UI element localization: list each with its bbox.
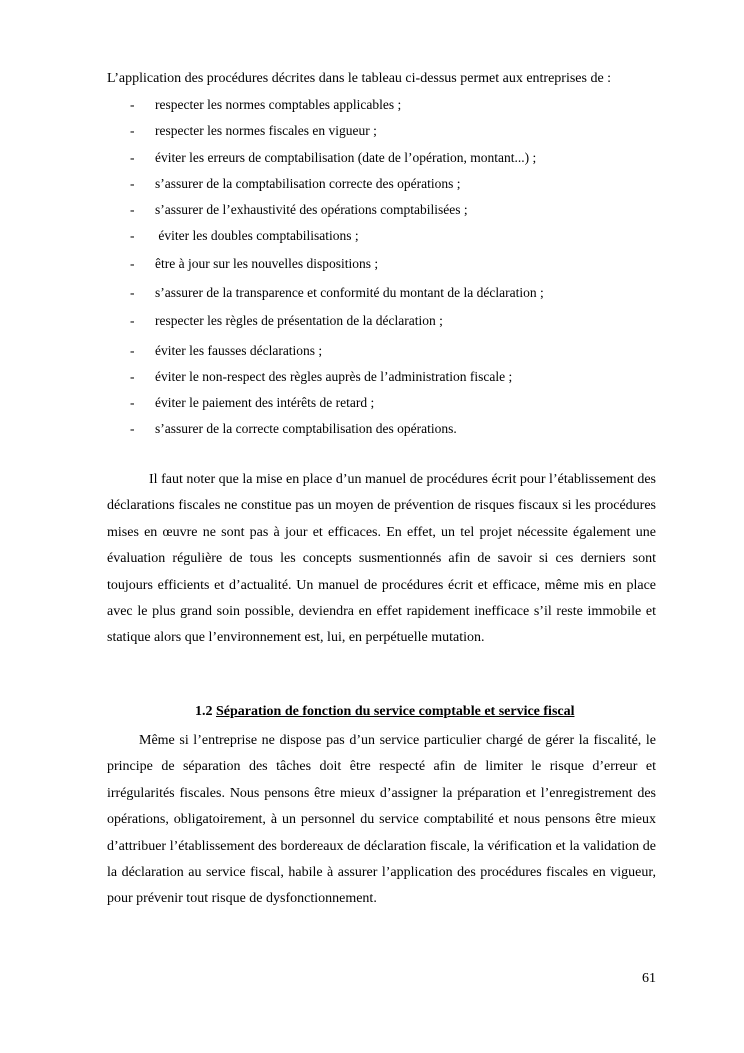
list-item: [0, 122, 744, 140]
bullet-dash: -: [130, 176, 135, 191]
bullet-dash: -: [130, 228, 135, 243]
list-item: [0, 394, 744, 412]
list-item-text: être à jour sur les nouvelles dispositions ;: [155, 256, 379, 271]
list-item-text: s’assurer de la correcte comptabilisation des opérations.: [155, 421, 457, 436]
bullet-dash: -: [130, 369, 135, 384]
section-number: 1.2: [195, 704, 213, 719]
bullet-dash: -: [130, 395, 135, 410]
list-item-text: respecter les normes fiscales en vigueur ;: [155, 123, 377, 138]
bullet-dash: -: [130, 123, 135, 138]
bullet-dash: -: [130, 202, 135, 217]
list-item-text: s’assurer de la comptabilisation correcte des opérations ;: [155, 176, 461, 191]
bullet-dash: -: [130, 97, 135, 112]
list-item-text: respecter les normes comptables applicables ;: [155, 97, 402, 112]
list-item-text: éviter les erreurs de comptabilisation (date de l’opération, montant...) ;: [155, 150, 537, 165]
list-item: [0, 284, 744, 302]
list-item: [0, 227, 744, 245]
list-item: [0, 420, 744, 438]
list-item: [0, 342, 744, 360]
bullet-dash: -: [130, 256, 135, 271]
page-number: 61: [642, 971, 656, 986]
paragraph-manual-procedures: Il faut noter que la mise en place d’un manuel de procédures écrit pour l’établissement des déclarations fiscales ne constitue pas un moyen de prévention de risques fiscaux si les procédures mises en œuvre ne sont pas à jour et efficaces. En effet, un tel projet nécessite également une évaluation régulière de tous les concepts susmentionnés afin de savoir si ces derniers sont toujours efficients et d’actualité. Un manuel de procédures écrit et efficace, même mis en place avec le plus grand soin possible, deviendra en effet rapidement inefficace s’il reste immobile et statique alors que l’environnement est, lui, en perpétuelle mutation.: [107, 472, 656, 646]
bullet-dash: -: [130, 313, 135, 328]
paragraph-separation-duties: Même si l’entreprise ne dispose pas d’un service particulier chargé de gérer la fiscalité, le principe de séparation des tâches doit être respecté afin de limiter le risque d’erreur et irrégularités fiscales. Nous pensons être mieux d’assigner la préparation et l’enregistrement des opérations, obligatoirement, à un personnel du service comptabilité et nous pensons être mieux d’attribuer l’établissement des bordereaux de déclaration fiscale, la vérification et la validation de la déclaration au service fiscal, habile à assurer l’application des procédures fiscales en vigueur, pour prévenir tout risque de dysfonctionnement.: [107, 733, 656, 907]
list-item-text: éviter les fausses déclarations ;: [155, 343, 323, 358]
bullet-dash: -: [130, 421, 135, 436]
list-item: [0, 96, 744, 114]
bullet-dash: -: [130, 150, 135, 165]
list-item-text: éviter le non-respect des règles auprès de l’administration fiscale ;: [155, 369, 513, 384]
list-item: [0, 175, 744, 193]
list-item-text: respecter les règles de présentation de la déclaration ;: [155, 313, 443, 328]
intro-sentence: L’application des procédures décrites dans le tableau ci-dessus permet aux entreprises de :: [107, 71, 612, 86]
section-heading: [195, 702, 575, 722]
list-item: [0, 312, 744, 330]
list-item-text: éviter le paiement des intérêts de retard ;: [155, 395, 375, 410]
bullet-dash: -: [130, 285, 135, 300]
list-item-text: éviter les doubles comptabilisations ;: [155, 228, 359, 243]
list-item: [0, 149, 744, 167]
list-item: [0, 201, 744, 219]
list-item-text: s’assurer de la transparence et conformité du montant de la déclaration ;: [155, 285, 544, 300]
list-item-text: s’assurer de l’exhaustivité des opérations comptabilisées ;: [155, 202, 468, 217]
list-item: [0, 368, 744, 386]
section-title: Séparation de fonction du service comptable et service fiscal: [216, 704, 575, 719]
list-item: [0, 255, 744, 273]
bullet-dash: -: [130, 343, 135, 358]
